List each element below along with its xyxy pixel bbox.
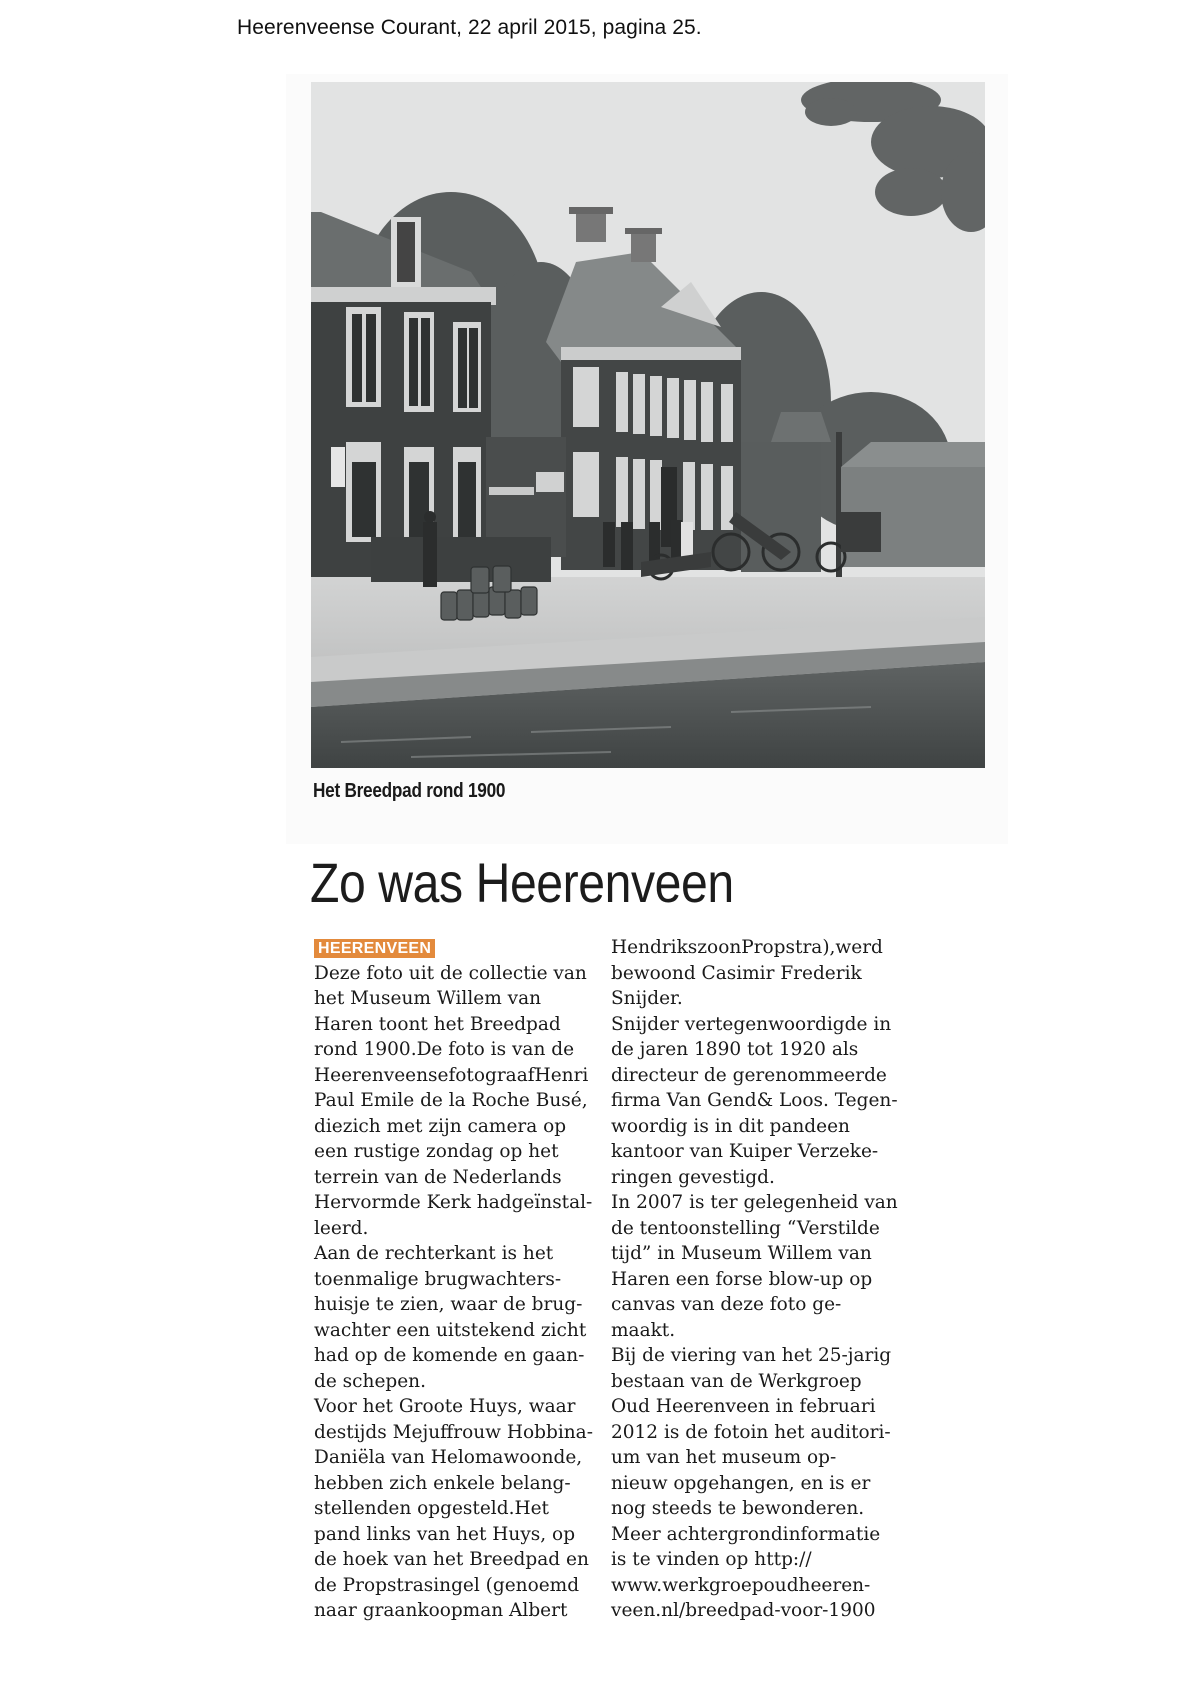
body-line: Daniëla van Helomawoonde,: [314, 1447, 583, 1468]
historical-photo: [311, 82, 985, 768]
body-line: naar graankoopman Albert: [314, 1600, 568, 1621]
newspaper-source-line: Heerenveense Courant, 22 april 2015, pagina 25.: [237, 16, 702, 39]
body-line: Aan de rechterkant is het: [314, 1243, 554, 1264]
body-line: Meer achtergrondinformatie: [611, 1523, 881, 1545]
body-line: Oud Heerenveen in februari: [611, 1396, 876, 1417]
body-line: Haren een forse blow-up op: [611, 1268, 873, 1290]
body-line: 2012 is de fotoin het auditori-: [611, 1421, 891, 1443]
body-line: Paul Emile de la Roche Busé,: [314, 1090, 588, 1111]
body-line: HeerenveensefotograafHenri: [314, 1064, 589, 1086]
article-column-1: [314, 935, 593, 1624]
body-line: ringen gevestigd.: [611, 1166, 775, 1188]
body-line: is te vinden op http://: [611, 1549, 812, 1570]
body-line: leerd.: [314, 1217, 369, 1239]
body-line: Deze foto uit de collectie van: [314, 962, 587, 984]
body-line: HendrikszoonPropstra),werd: [611, 937, 883, 958]
body-line: Bij de viering van het 25-jarig: [611, 1345, 892, 1366]
body-line: bestaan van de Werkgroep: [611, 1370, 862, 1392]
body-line: stellenden opgesteld.Het: [314, 1498, 549, 1519]
body-line: pand links van het Huys, op: [314, 1523, 576, 1545]
body-line: www.werkgroepoudheeren-: [611, 1574, 871, 1596]
body-line: Snijder.: [611, 988, 683, 1009]
body-line: wachter een uitstekend zicht: [314, 1319, 587, 1341]
body-line: een rustige zondag op het: [314, 1141, 559, 1162]
body-line: directeur de gerenommeerde: [611, 1064, 887, 1086]
body-line: het Museum Willem van: [314, 988, 542, 1009]
body-line: woordig is in dit pandeen: [611, 1115, 850, 1137]
body-line: rond 1900.De foto is van de: [314, 1039, 575, 1060]
body-line: de schepen.: [314, 1370, 426, 1392]
body-line: nieuw opgehangen, en is er: [611, 1472, 871, 1494]
body-line: de jaren 1890 tot 1920 als: [611, 1039, 859, 1060]
body-line: toenmalige brugwachters-: [314, 1268, 562, 1290]
body-line: veen.nl/breedpad-voor-1900: [611, 1600, 876, 1621]
body-line: terrein van de Nederlands: [314, 1166, 562, 1188]
body-line: In 2007 is ter gelegenheid van: [611, 1192, 898, 1213]
body-line: firma Van Gend& Loos. Tegen-: [611, 1090, 898, 1111]
body-line: destijds Mejuffrouw Hobbina-: [314, 1421, 593, 1443]
body-line: maakt.: [611, 1319, 676, 1341]
dateline-tag: HEERENVEEN: [314, 939, 435, 958]
body-line: diezich met zijn camera op: [314, 1115, 567, 1137]
body-line: canvas van deze foto ge-: [611, 1294, 842, 1315]
body-line: bewoond Casimir Frederik: [611, 962, 862, 984]
body-line: hebben zich enkele belang-: [314, 1472, 571, 1494]
body-line: Voor het Groote Huys, waar: [314, 1396, 576, 1417]
body-line: kantoor van Kuiper Verzeke-: [611, 1141, 879, 1162]
body-line: Haren toont het Breedpad: [314, 1013, 561, 1035]
article-column-2: [611, 935, 898, 1624]
body-line: nog steeds te bewonderen.: [611, 1498, 865, 1519]
body-line: Snijder vertegenwoordigde in: [611, 1013, 892, 1035]
breedpad-photo-illustration: [311, 82, 985, 768]
body-line: Hervormde Kerk hadgeïnstal-: [314, 1192, 593, 1213]
body-line: um van het museum op-: [611, 1447, 837, 1468]
body-line: had op de komende en gaan-: [314, 1345, 585, 1366]
body-line: de tentoonstelling “Verstilde: [611, 1217, 880, 1239]
article-headline: Zo was Heerenveen: [310, 851, 734, 914]
body-line: de hoek van het Breedpad en: [314, 1549, 589, 1570]
body-line: tijd” in Museum Willem van: [611, 1243, 872, 1264]
article-body: [314, 935, 898, 1624]
photo-caption: Het Breedpad rond 1900: [313, 780, 506, 802]
body-line: huisje te zien, waar de brug-: [314, 1294, 583, 1315]
body-line: de Propstrasingel (genoemd: [314, 1574, 580, 1596]
